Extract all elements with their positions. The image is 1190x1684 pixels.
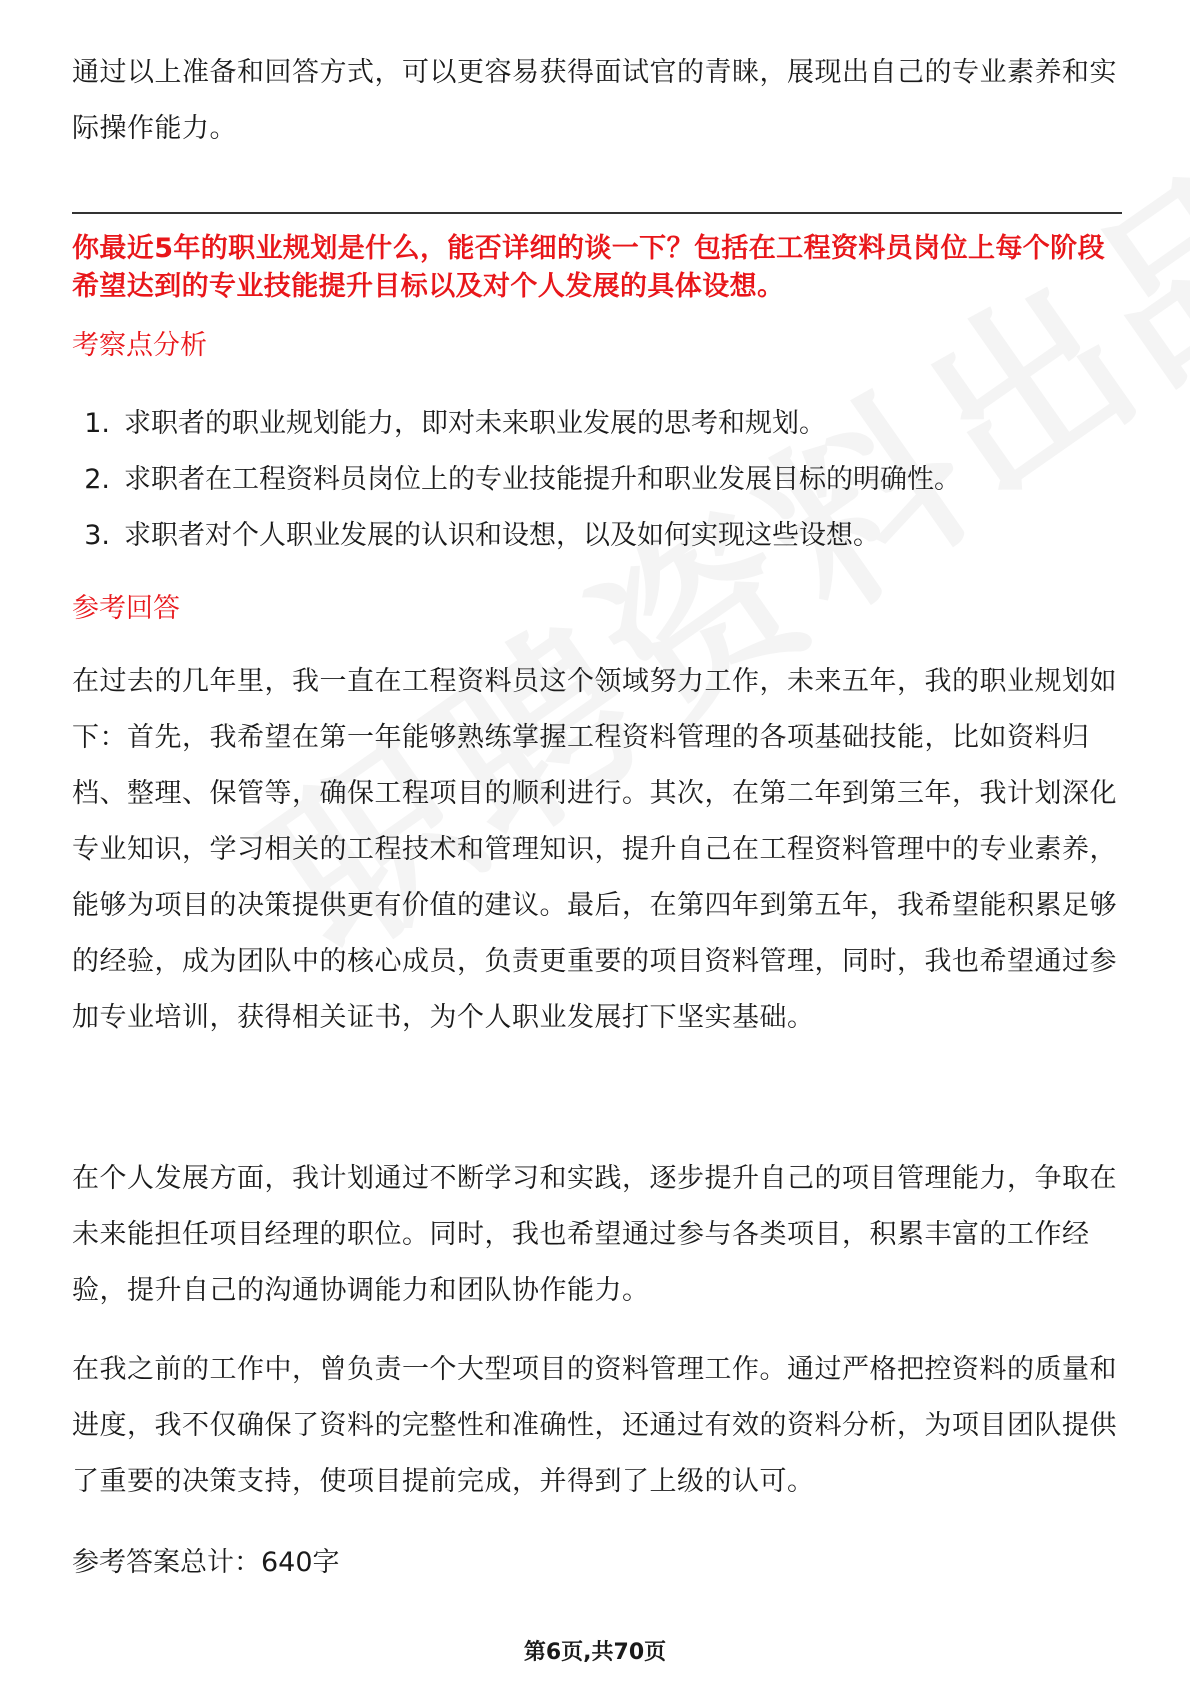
list-item-number: 3. bbox=[84, 520, 110, 551]
question-title: 你最近5年的职业规划是什么，能否详细的谈一下？包括在工程资料员岗位上每个阶段希望达到的专业技能提升目标以及对个人发展的具体设想。 bbox=[72, 233, 1105, 302]
intro-paragraph: 通过以上准备和回答方式，可以更容易获得面试官的青睐，展现出自己的专业素养和实际操作能力。 bbox=[72, 57, 1117, 144]
answer-paragraph: 在我之前的工作中，曾负责一个大型项目的资料管理工作。通过严格把控资料的质量和进度，我不仅确保了资料的完整性和准确性，还通过有效的资料分析，为项目团队提供了重要的决策支持，使项目提前完成，并得到了上级的认可。 bbox=[72, 1354, 1117, 1497]
list-item bbox=[72, 452, 1122, 508]
list-item bbox=[72, 508, 1122, 564]
list-item-text: 求职者对个人职业发展的认识和设想，以及如何实现这些设想。 bbox=[124, 520, 880, 551]
list-item-text: 求职者在工程资料员岗位上的专业技能提升和职业发展目标的明确性。 bbox=[124, 464, 961, 495]
analysis-heading: 考察点分析 bbox=[72, 330, 207, 361]
answer-word-count: 参考答案总计：640字 bbox=[72, 1547, 340, 1578]
list-item-number: 2. bbox=[84, 464, 110, 495]
page-number-footer: 第6页,共70页 bbox=[523, 1640, 667, 1665]
answer-paragraph: 在个人发展方面，我计划通过不断学习和实践，逐步提升自己的项目管理能力，争取在未来能担任项目经理的职位。同时，我也希望通过参与各类项目，积累丰富的工作经验，提升自己的沟通协调能力和团队协作能力。 bbox=[72, 1163, 1117, 1306]
analysis-points-list bbox=[72, 396, 1122, 564]
list-item-number: 1. bbox=[84, 408, 110, 439]
list-item bbox=[72, 396, 1122, 452]
list-item-text: 求职者的职业规划能力，即对未来职业发展的思考和规划。 bbox=[124, 408, 826, 439]
answer-heading: 参考回答 bbox=[72, 593, 180, 624]
answer-paragraph: 在过去的几年里，我一直在工程资料员这个领域努力工作，未来五年，我的职业规划如下：首先，我希望在第一年能够熟练掌握工程资料管理的各项基础技能，比如资料归档、整理、保管等，确保工程项目的顺利进行。其次，在第二年到第三年，我计划深化专业知识，学习相关的工程技术和管理知识，提升自己在工程资料管理中的专业素养，能够为项目的决策提供更有价值的建议。最后，在第四年到第五年，我希望能积累足够的经验，成为团队中的核心成员，负责更重要的项目资料管理，同时，我也希望通过参加专业培训，获得相关证书，为个人职业发展打下坚实基础。 bbox=[72, 666, 1117, 1033]
section-divider bbox=[72, 212, 1122, 214]
